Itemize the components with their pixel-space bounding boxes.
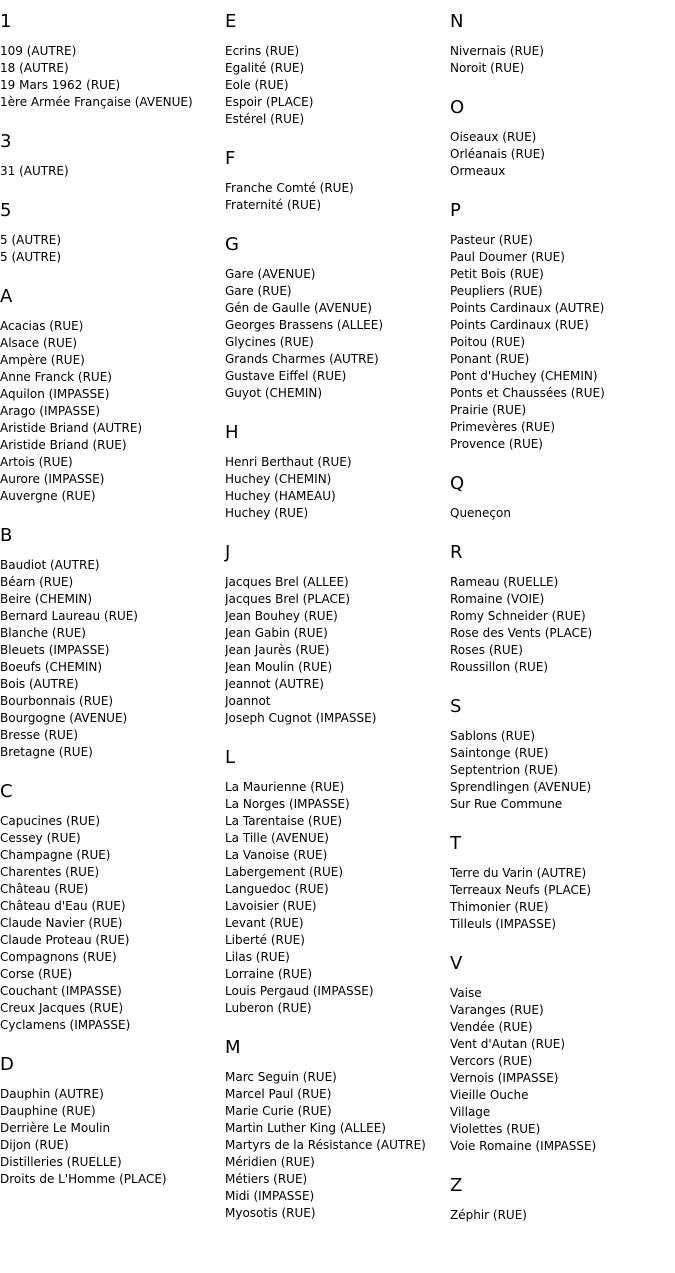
street-item: Vercors (RUE)	[450, 1054, 533, 1068]
letter-section	[450, 99, 545, 180]
street-item: Vent d'Autan (RUE)	[450, 1037, 566, 1051]
street-item: 109 (AUTRE)	[0, 44, 77, 58]
street-item: Village	[450, 1105, 491, 1119]
street-item: Liberté (RUE)	[225, 933, 305, 947]
street-item: Baudiot (AUTRE)	[0, 558, 100, 572]
street-item: La Tarentaise (RUE)	[225, 814, 343, 828]
street-list	[225, 1069, 426, 1222]
street-item: Artois (RUE)	[0, 455, 73, 469]
section-letter-heading: N	[450, 11, 464, 32]
street-item: Cyclamens (IMPASSE)	[0, 1018, 131, 1032]
street-item: Acacias (RUE)	[0, 319, 84, 333]
street-item: Bresse (RUE)	[0, 728, 79, 742]
street-item: Huchey (CHEMIN)	[225, 472, 332, 486]
street-item: Ormeaux	[450, 164, 506, 178]
street-item: Noroit (RUE)	[450, 61, 525, 75]
street-item: 5 (AUTRE)	[0, 250, 62, 264]
letter-section	[450, 475, 511, 522]
street-list	[225, 454, 352, 522]
street-list	[225, 43, 313, 128]
street-item: Champagne (RUE)	[0, 848, 111, 862]
street-item: Gén de Gaulle (AVENUE)	[225, 301, 372, 315]
street-item: Gare (AVENUE)	[225, 267, 316, 281]
section-letter-heading: Z	[450, 1175, 463, 1196]
street-item: Boeufs (CHEMIN)	[0, 660, 103, 674]
letter-section	[0, 1056, 167, 1188]
street-item: Terreaux Neufs (PLACE)	[450, 883, 592, 897]
street-item: 31 (AUTRE)	[0, 164, 69, 178]
street-item: Henri Berthaut (RUE)	[225, 455, 352, 469]
street-item: Jean Jaurès (RUE)	[225, 643, 330, 657]
section-letter-heading: 1	[0, 11, 12, 32]
street-list	[450, 1207, 527, 1224]
street-item: Romaine (VOIE)	[450, 592, 545, 606]
section-letter-heading: G	[225, 234, 239, 255]
street-list	[0, 318, 142, 505]
letter-section	[450, 544, 592, 676]
street-item: Guyot (CHEMIN)	[225, 386, 323, 400]
street-item: Primevères (RUE)	[450, 420, 556, 434]
section-letter-heading: S	[450, 696, 462, 717]
section-letter-heading: C	[0, 781, 13, 802]
street-item: Zéphir (RUE)	[450, 1208, 527, 1222]
street-item: Ampère (RUE)	[0, 353, 85, 367]
street-item: Méridien (RUE)	[225, 1155, 315, 1169]
street-item: Bretagne (RUE)	[0, 745, 93, 759]
street-item: Gustave Eiffel (RUE)	[225, 369, 347, 383]
street-list	[0, 557, 138, 761]
street-item: Roses (RUE)	[450, 643, 523, 657]
street-item: Bourgogne (AVENUE)	[0, 711, 128, 725]
street-item: Vendée (RUE)	[450, 1020, 533, 1034]
street-item: Georges Brassens (ALLEE)	[225, 318, 383, 332]
street-item: Orléanais (RUE)	[450, 147, 545, 161]
street-item: Fraternité (RUE)	[225, 198, 322, 212]
street-item: Franche Comté (RUE)	[225, 181, 354, 195]
street-item: Capucines (RUE)	[0, 814, 101, 828]
letter-section	[0, 133, 69, 180]
street-item: 18 (AUTRE)	[0, 61, 69, 75]
street-list	[450, 232, 605, 453]
street-item: Marie Curie (RUE)	[225, 1104, 332, 1118]
letter-section	[225, 150, 354, 214]
street-item: Bourbonnais (RUE)	[0, 694, 114, 708]
street-item: Points Cardinaux (AUTRE)	[450, 301, 605, 315]
street-item: Jean Moulin (RUE)	[225, 660, 333, 674]
street-item: Corse (RUE)	[0, 967, 73, 981]
letter-section	[0, 288, 142, 505]
street-item: Droits de L'Homme (PLACE)	[0, 1172, 167, 1186]
letter-section	[450, 955, 596, 1155]
section-letter-heading: L	[225, 747, 236, 768]
street-item: Aurore (IMPASSE)	[0, 472, 105, 486]
street-item: Lilas (RUE)	[225, 950, 290, 964]
letter-section	[225, 1039, 426, 1222]
street-item: Gare (RUE)	[225, 284, 292, 298]
street-item: Glycines (RUE)	[225, 335, 314, 349]
street-item: Charentes (RUE)	[0, 865, 100, 879]
street-item: Dijon (RUE)	[0, 1138, 69, 1152]
street-item: Rameau (RUELLE)	[450, 575, 559, 589]
street-item: Ponts et Chaussées (RUE)	[450, 386, 605, 400]
street-item: Louis Pergaud (IMPASSE)	[225, 984, 374, 998]
street-item: Martyrs de la Résistance (AUTRE)	[225, 1138, 426, 1152]
section-letter-heading: R	[450, 542, 463, 563]
street-item: La Tille (AVENUE)	[225, 831, 329, 845]
street-item: Voie Romaine (IMPASSE)	[450, 1139, 597, 1153]
street-item: Auvergne (RUE)	[0, 489, 96, 503]
section-letter-heading: J	[225, 542, 231, 563]
street-item: Pasteur (RUE)	[450, 233, 533, 247]
section-letter-heading: Q	[450, 473, 465, 494]
letter-section	[0, 202, 61, 266]
section-letter-heading: E	[225, 11, 237, 32]
street-item: Levant (RUE)	[225, 916, 304, 930]
street-item: Marc Seguin (RUE)	[225, 1070, 337, 1084]
street-item: Jacques Brel (ALLEE)	[225, 575, 349, 589]
street-item: Languedoc (RUE)	[225, 882, 329, 896]
street-item: La Norges (IMPASSE)	[225, 797, 350, 811]
street-item: Poitou (RUE)	[450, 335, 526, 349]
section-letter-heading: P	[450, 200, 461, 221]
section-letter-heading: B	[0, 525, 13, 546]
letter-section	[225, 749, 374, 1017]
street-item: Prairie (RUE)	[450, 403, 527, 417]
street-item: Paul Doumer (RUE)	[450, 250, 565, 264]
street-list	[450, 985, 596, 1155]
street-list	[450, 728, 591, 813]
street-item: Joseph Cugnot (IMPASSE)	[225, 711, 377, 725]
street-item: Béarn (RUE)	[0, 575, 74, 589]
street-item: Bernard Laureau (RUE)	[0, 609, 138, 623]
street-item: Vernois (IMPASSE)	[450, 1071, 559, 1085]
street-item: Bleuets (IMPASSE)	[0, 643, 110, 657]
street-item: Dauphin (AUTRE)	[0, 1087, 104, 1101]
street-item: Alsace (RUE)	[0, 336, 78, 350]
street-list	[450, 129, 545, 180]
letter-section	[225, 424, 352, 522]
street-item: Château (RUE)	[0, 882, 89, 896]
street-item: Rose des Vents (PLACE)	[450, 626, 593, 640]
street-item: 5 (AUTRE)	[0, 233, 62, 247]
street-item: Jeannot (AUTRE)	[225, 677, 324, 691]
street-item: Couchant (IMPASSE)	[0, 984, 122, 998]
street-item: Lorraine (RUE)	[225, 967, 313, 981]
street-item: Blanche (RUE)	[0, 626, 86, 640]
street-item: Compagnons (RUE)	[0, 950, 117, 964]
street-item: Vaise	[450, 986, 482, 1000]
street-item: Derrière Le Moulin	[0, 1121, 111, 1135]
street-item: Grands Charmes (AUTRE)	[225, 352, 379, 366]
street-item: Claude Proteau (RUE)	[0, 933, 130, 947]
letter-section	[225, 13, 313, 128]
street-item: 19 Mars 1962 (RUE)	[0, 78, 121, 92]
street-list	[0, 1086, 167, 1188]
street-item: Romy Schneider (RUE)	[450, 609, 586, 623]
letter-section	[0, 13, 193, 111]
street-item: Joannot	[225, 694, 271, 708]
street-list	[0, 43, 193, 111]
street-item: Roussillon (RUE)	[450, 660, 549, 674]
street-item: Huchey (RUE)	[225, 506, 309, 520]
street-item: Ecrins (RUE)	[225, 44, 300, 58]
street-item: Sablons (RUE)	[450, 729, 536, 743]
street-item: Sprendlingen (AVENUE)	[450, 780, 592, 794]
street-list	[0, 813, 130, 1034]
section-letter-heading: M	[225, 1037, 241, 1058]
street-item: La Maurienne (RUE)	[225, 780, 345, 794]
letter-section	[450, 1177, 527, 1224]
letter-section	[225, 544, 376, 727]
street-item: Aristide Briand (RUE)	[0, 438, 127, 452]
street-item: Luberon (RUE)	[225, 1001, 312, 1015]
street-item: Espoir (PLACE)	[225, 95, 314, 109]
street-item: Septentrion (RUE)	[450, 763, 559, 777]
letter-section	[225, 236, 383, 402]
street-item: Ponant (RUE)	[450, 352, 530, 366]
street-item: Anne Franck (RUE)	[0, 370, 112, 384]
street-list	[225, 180, 354, 214]
street-item: Jacques Brel (PLACE)	[225, 592, 351, 606]
street-item: Beire (CHEMIN)	[0, 592, 93, 606]
street-item: Aquilon (IMPASSE)	[0, 387, 110, 401]
letter-section	[0, 783, 130, 1034]
street-item: Jean Bouhey (RUE)	[225, 609, 338, 623]
street-item: Labergement (RUE)	[225, 865, 344, 879]
street-list	[450, 574, 592, 676]
letter-section	[450, 202, 605, 453]
street-list	[225, 779, 374, 1017]
street-item: Egalité (RUE)	[225, 61, 305, 75]
section-letter-heading: V	[450, 953, 463, 974]
street-item: Varanges (RUE)	[450, 1003, 544, 1017]
street-item: Petit Bois (RUE)	[450, 267, 544, 281]
street-item: Myosotis (RUE)	[225, 1206, 316, 1220]
section-letter-heading: D	[0, 1054, 14, 1075]
street-item: Eole (RUE)	[225, 78, 289, 92]
street-list	[225, 266, 383, 402]
section-letter-heading: H	[225, 422, 239, 443]
section-letter-heading: O	[450, 97, 465, 118]
street-list	[0, 232, 61, 266]
street-item: Peupliers (RUE)	[450, 284, 543, 298]
street-item: Arago (IMPASSE)	[0, 404, 101, 418]
street-item: Points Cardinaux (RUE)	[450, 318, 589, 332]
letter-section	[0, 527, 138, 761]
street-item: Château d'Eau (RUE)	[0, 899, 126, 913]
street-item: Thimonier (RUE)	[450, 900, 549, 914]
street-item: Estérel (RUE)	[225, 112, 305, 126]
street-item: Dauphine (RUE)	[0, 1104, 96, 1118]
street-item: Jean Gabin (RUE)	[225, 626, 328, 640]
street-item: Cessey (RUE)	[0, 831, 81, 845]
street-item: Queneçon	[450, 506, 511, 520]
street-item: Lavoisier (RUE)	[225, 899, 317, 913]
street-item: Terre du Varin (AUTRE)	[450, 866, 587, 880]
section-letter-heading: T	[450, 833, 461, 854]
street-item: Métiers (RUE)	[225, 1172, 308, 1186]
street-item: La Vanoise (RUE)	[225, 848, 328, 862]
street-item: Sur Rue Commune	[450, 797, 563, 811]
street-list	[225, 574, 376, 727]
street-item: Distilleries (RUELLE)	[0, 1155, 122, 1169]
letter-section	[450, 698, 591, 813]
street-item: Tilleuls (IMPASSE)	[450, 917, 557, 931]
street-item: Provence (RUE)	[450, 437, 543, 451]
street-item: 1ère Armée Française (AVENUE)	[0, 95, 193, 109]
street-item: Martin Luther King (ALLEE)	[225, 1121, 386, 1135]
street-list	[450, 505, 511, 522]
street-list	[0, 163, 69, 180]
street-item: Pont d'Huchey (CHEMIN)	[450, 369, 598, 383]
section-letter-heading: 3	[0, 131, 12, 152]
section-letter-heading: A	[0, 286, 13, 307]
street-item: Bois (AUTRE)	[0, 677, 79, 691]
section-letter-heading: 5	[0, 200, 12, 221]
street-item: Violettes (RUE)	[450, 1122, 541, 1136]
street-item: Vieille Ouche	[450, 1088, 529, 1102]
street-item: Oiseaux (RUE)	[450, 130, 537, 144]
letter-section	[450, 835, 591, 933]
street-item: Nivernais (RUE)	[450, 44, 544, 58]
street-item: Saintonge (RUE)	[450, 746, 549, 760]
street-item: Creux Jacques (RUE)	[0, 1001, 124, 1015]
street-item: Claude Navier (RUE)	[0, 916, 123, 930]
street-item: Aristide Briand (AUTRE)	[0, 421, 143, 435]
section-letter-heading: F	[225, 148, 236, 169]
street-item: Marcel Paul (RUE)	[225, 1087, 332, 1101]
letter-section	[450, 13, 544, 77]
street-item: Midi (IMPASSE)	[225, 1189, 315, 1203]
street-list	[450, 865, 591, 933]
street-item: Huchey (HAMEAU)	[225, 489, 336, 503]
street-list	[450, 43, 544, 77]
